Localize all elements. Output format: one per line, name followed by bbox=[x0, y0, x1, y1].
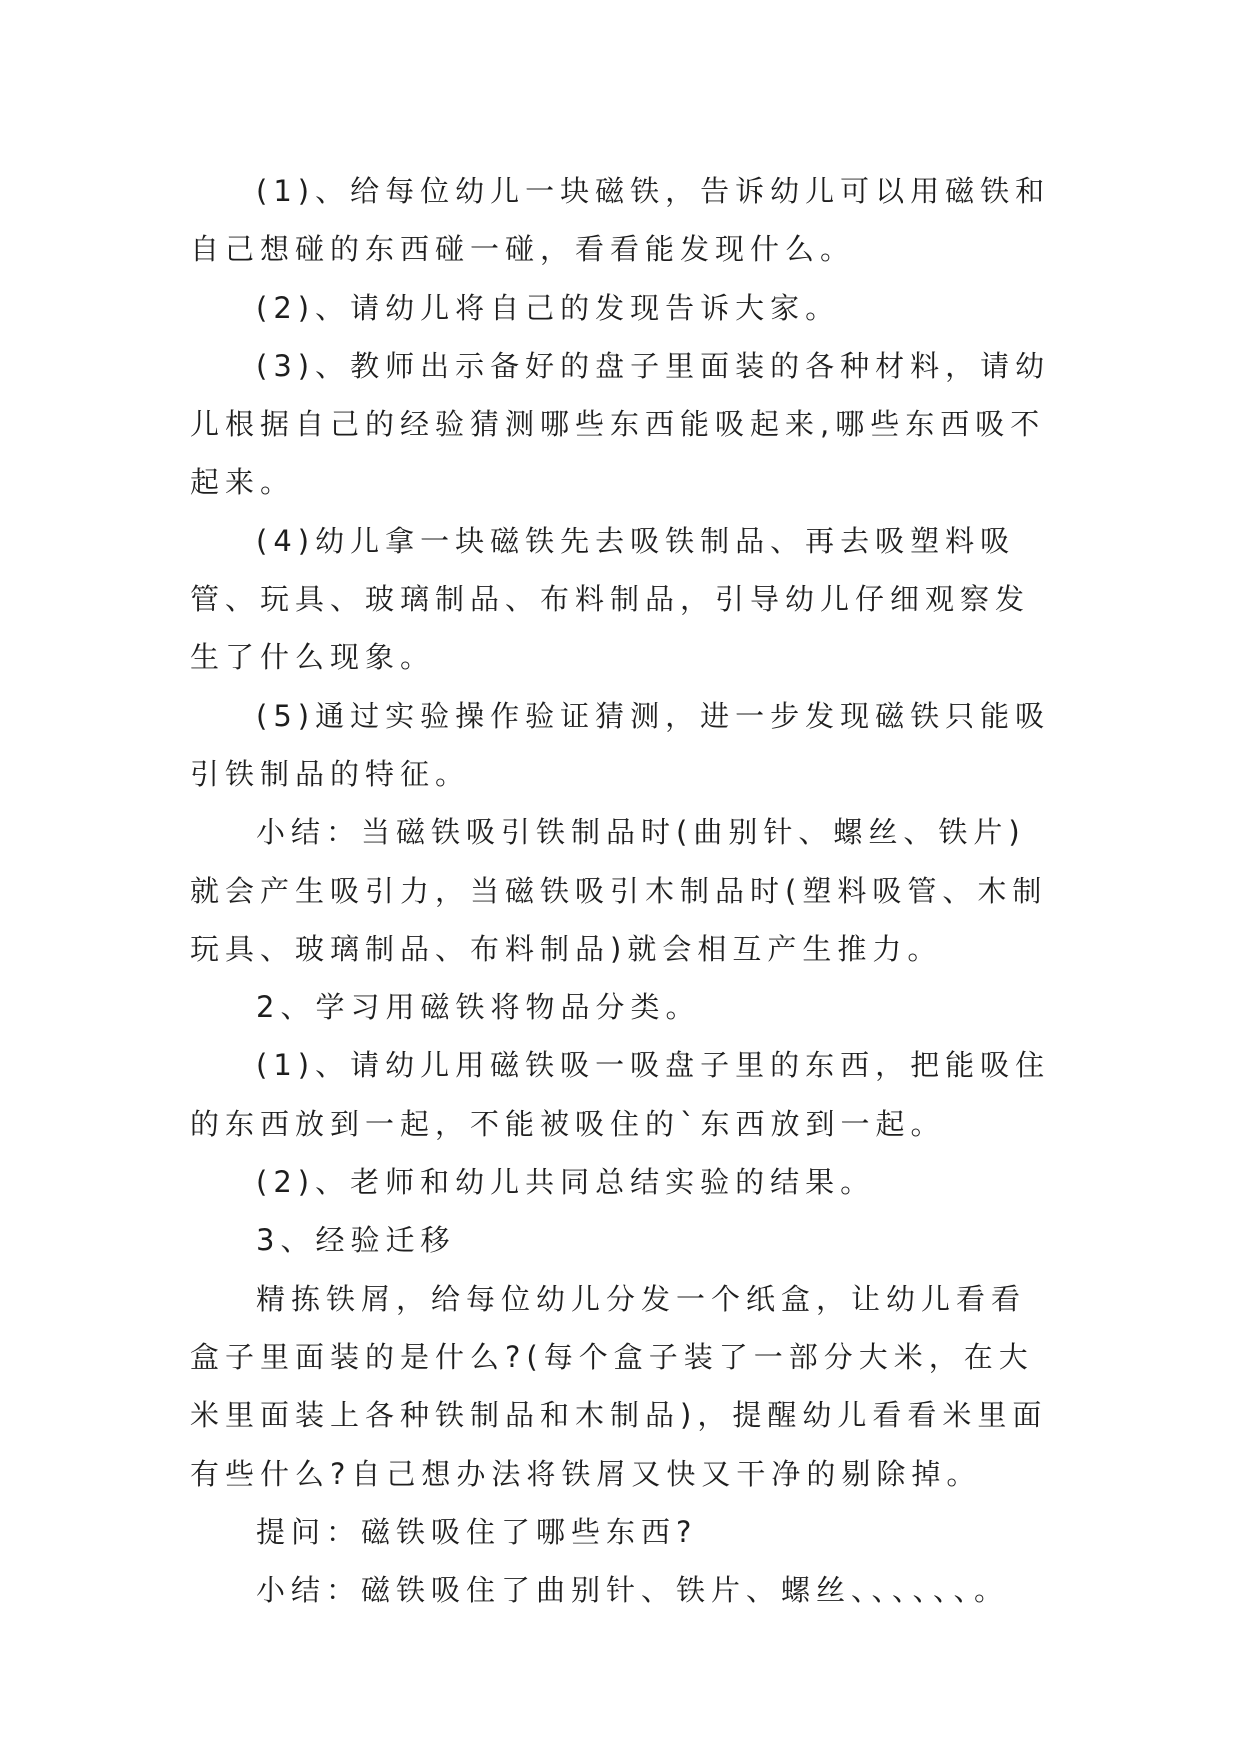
document-body bbox=[190, 162, 1060, 1619]
paragraph-step-1-1: (1)、给每位幼儿一块磁铁，告诉幼儿可以用磁铁和自己想碰的东西碰一碰，看看能发现什么。 bbox=[190, 174, 1051, 267]
section-heading-2: 2、学习用磁铁将物品分类。 bbox=[256, 990, 701, 1025]
section-heading-3: 3、经验迁移 bbox=[256, 1223, 456, 1258]
paragraph-step-1-3: (3)、教师出示备好的盘子里面装的各种材料，请幼儿根据自己的经验猜测哪些东西能吸起来,哪些东西吸不起来。 bbox=[190, 348, 1051, 500]
paragraph-step-1-2: (2)、请幼儿将自己的发现告诉大家。 bbox=[256, 290, 841, 325]
paragraph-step-1-5: (5)通过实验操作验证猜测，进一步发现磁铁只能吸引铁制品的特征。 bbox=[190, 698, 1051, 791]
paragraph-step-1-4: (4)幼儿拿一块磁铁先去吸铁制品、再去吸塑料吸管、玩具、玻璃制品、布料制品，引导幼儿仔细观察发生了什么现象。 bbox=[190, 523, 1031, 675]
paragraph-activity: 精拣铁屑，给每位幼儿分发一个纸盒，让幼儿看看盒子里面装的是什么?(每个盒子装了一部分大米，在大米里面装上各种铁制品和木制品)，提醒幼儿看看米里面有些什么?自己想办法将铁屑又快又干净的剔除掉。 bbox=[190, 1281, 1048, 1491]
paragraph-question: 提问：磁铁吸住了哪些东西? bbox=[256, 1514, 698, 1549]
paragraph-step-2-2: (2)、老师和幼儿共同总结实验的结果。 bbox=[256, 1165, 876, 1200]
paragraph-summary-2: 小结：磁铁吸住了曲别针、铁片、螺丝、、、、、、。 bbox=[256, 1573, 1010, 1608]
paragraph-step-2-1: (1)、请幼儿用磁铁吸一吸盘子里的东西，把能吸住的东西放到一起，不能被吸住的`东西放到一起。 bbox=[190, 1048, 1051, 1141]
paragraph-summary-1: 小结：当磁铁吸引铁制品时(曲别针、螺丝、铁片)就会产生吸引力，当磁铁吸引木制品时(塑料吸管、木制玩具、玻璃制品、布料制品)就会相互产生推力。 bbox=[190, 815, 1048, 966]
